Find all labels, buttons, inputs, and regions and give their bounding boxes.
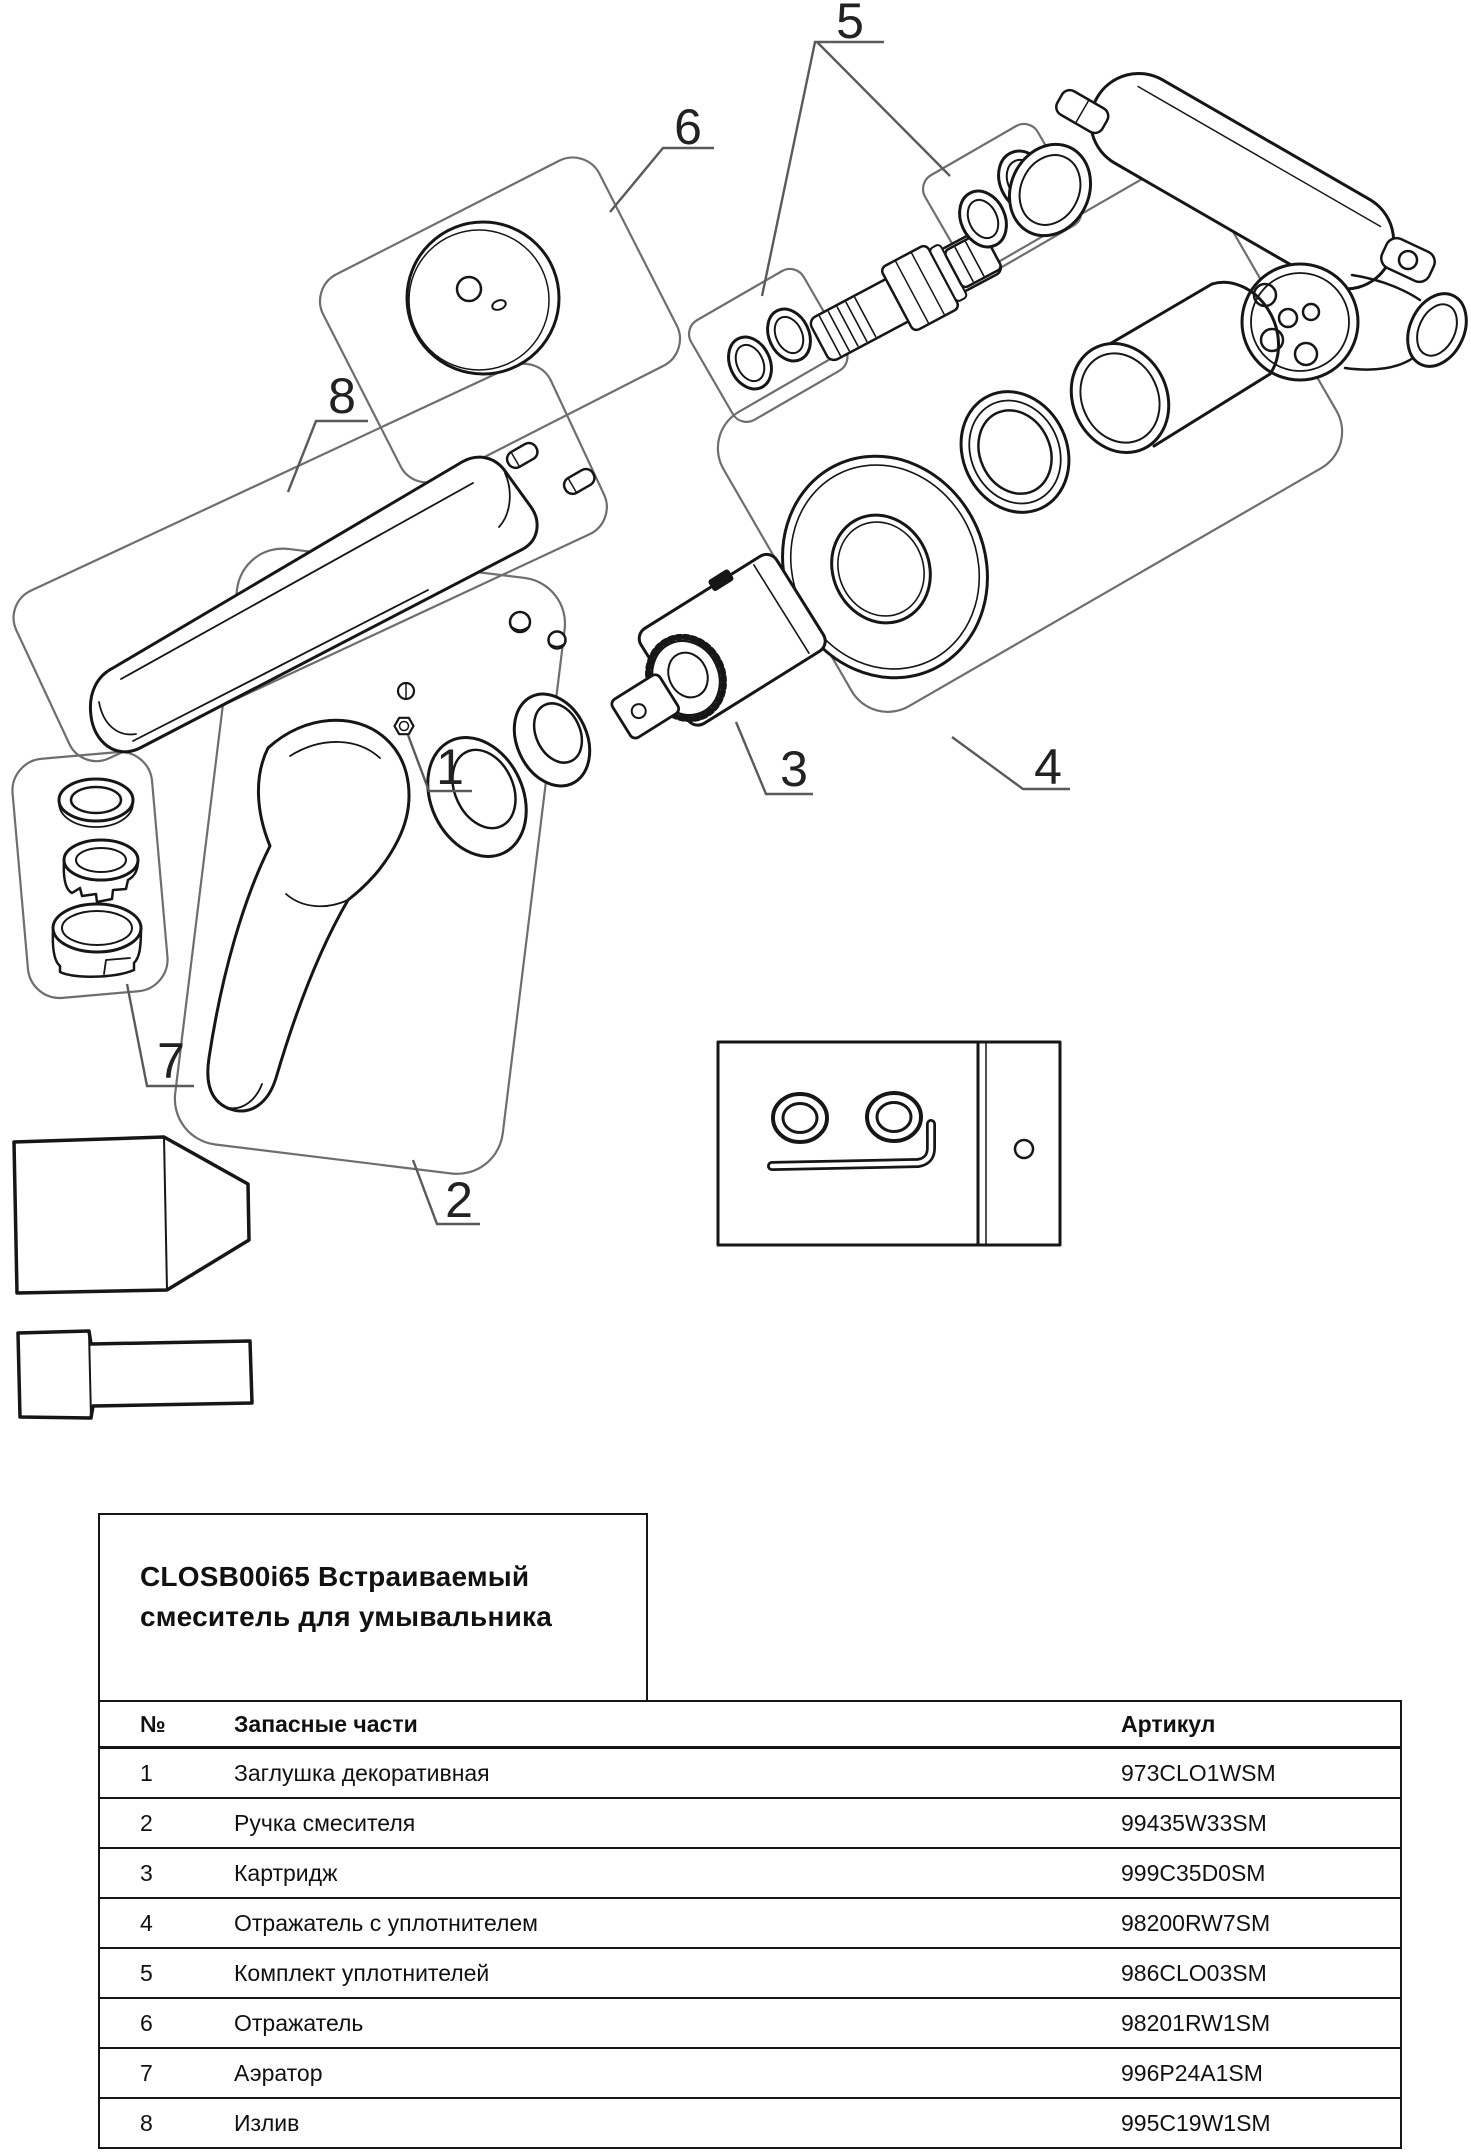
callout-3-label: 3	[780, 741, 808, 797]
table-row	[99, 1948, 1401, 1998]
o-ring	[867, 1093, 921, 1141]
cell-num: 8	[140, 2109, 153, 2136]
col-header-num: №	[140, 1710, 166, 1737]
table-row	[99, 1998, 1401, 2048]
product-title-box	[98, 1513, 648, 1700]
aerator-part	[53, 779, 141, 977]
accessory-box	[718, 1042, 1060, 1245]
cell-num: 2	[140, 1809, 153, 1836]
cell-article: 986CLO03SM	[1121, 1959, 1267, 1986]
cell-part: Отражатель с уплотнителем	[234, 1909, 538, 1936]
callout-7-label: 7	[157, 1033, 185, 1089]
callout-6-label: 6	[674, 99, 702, 155]
cell-article: 995C19W1SM	[1121, 2109, 1271, 2136]
table-row	[99, 2098, 1401, 2148]
mixer-body-part	[995, 56, 1471, 380]
cell-article: 98200RW7SM	[1121, 1909, 1271, 1936]
product-title	[140, 1557, 646, 1637]
cell-part: Аэратор	[234, 2059, 323, 2086]
col-header-part: Запасные части	[234, 1710, 418, 1737]
callout-4-label: 4	[1034, 739, 1062, 795]
cell-article: 999C35D0SM	[1121, 1859, 1266, 1886]
cell-part: Отражатель	[234, 2009, 364, 2036]
decorative-plug-part	[395, 683, 415, 734]
protective-cap-cone	[14, 1137, 249, 1293]
table-row	[99, 1798, 1401, 1848]
callout-8-leader	[288, 421, 368, 492]
callout-8-label: 8	[328, 368, 356, 424]
cell-part: Комплект уплотнителей	[234, 1959, 490, 1986]
parts-table	[98, 1700, 1402, 2149]
product-title-line1: CLOSB00i65 Встраиваемый	[140, 1561, 530, 1592]
table-row	[99, 1748, 1401, 1799]
table-header-row	[99, 1701, 1401, 1748]
cell-part: Ручка смесителя	[234, 1809, 416, 1836]
cell-num: 1	[140, 1759, 153, 1786]
callout-5-leader-b	[817, 42, 950, 176]
cell-part: Заглушка декоративная	[234, 1759, 490, 1786]
cell-article: 98201RW1SM	[1121, 2009, 1271, 2036]
cell-num: 4	[140, 1909, 153, 1936]
cell-num: 6	[140, 2009, 153, 2036]
callout-5-label: 5	[836, 0, 864, 49]
callout-6-leader	[610, 148, 714, 212]
table-row	[99, 1898, 1401, 1948]
cell-part: Картридж	[234, 1859, 338, 1886]
cell-num: 5	[140, 1959, 153, 1986]
spec-section	[98, 1513, 1402, 2149]
table-row	[99, 2048, 1401, 2098]
handle-part	[208, 720, 409, 1111]
product-title-line2: смеситель для умывальника	[140, 1601, 552, 1632]
cell-article: 996P24A1SM	[1121, 2059, 1263, 2086]
callout-5-leader	[762, 42, 884, 296]
cell-article: 973CLO1WSM	[1121, 1759, 1276, 1786]
col-header-article: Артикул	[1121, 1710, 1216, 1737]
o-ring	[773, 1094, 827, 1142]
callout-2-label: 2	[445, 1172, 473, 1228]
cell-num: 3	[140, 1859, 153, 1886]
escutcheon-part	[407, 222, 559, 374]
cell-article: 99435W33SM	[1121, 1809, 1267, 1836]
protective-cap-cylinder	[18, 1331, 252, 1418]
seal-rings-a	[720, 302, 818, 396]
table-row	[99, 1848, 1401, 1898]
cell-part: Излив	[234, 2109, 300, 2136]
cell-num: 7	[140, 2059, 153, 2086]
callout-1-label: 1	[436, 739, 464, 795]
